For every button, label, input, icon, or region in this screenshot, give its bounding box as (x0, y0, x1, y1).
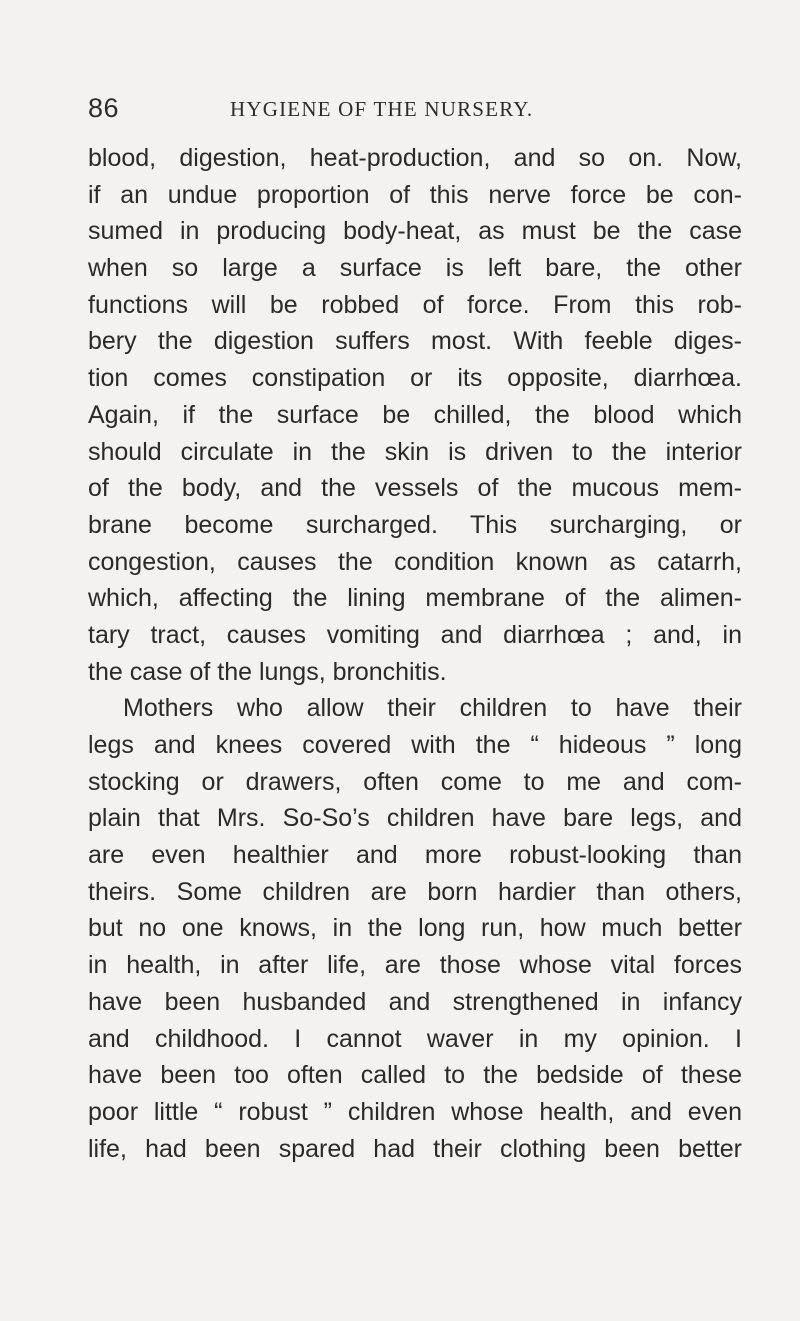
paragraph-start-line: Mothers who allow their children to have their (123, 694, 742, 723)
text-line: of the body, and the vessels of the mucous mem- (88, 474, 742, 503)
text-line: have been too often called to the bedside of these (88, 1061, 742, 1090)
body-text (88, 140, 742, 1167)
text-line: tion comes constipation or its opposite, diarrhœa. (88, 364, 742, 393)
text-line: functions will be robbed of force. From this rob- (88, 290, 742, 319)
text-line: brane become surcharged. This surcharging, or (88, 510, 742, 539)
text-line: when so large a surface is left bare, the other (88, 254, 742, 283)
text-line: have been husbanded and strengthened in infancy (88, 987, 742, 1016)
running-title: HYGIENE OF THE NURSERY. (230, 97, 534, 121)
text-line: and childhood. I cannot waver in my opinion. I (88, 1024, 742, 1053)
page-number: 86 (88, 93, 120, 123)
text-line: poor little “ robust ” children whose health, and even (88, 1097, 742, 1126)
text-line: but no one knows, in the long run, how much better (88, 914, 742, 943)
text-line: congestion, causes the condition known as catarrh, (88, 547, 742, 576)
text-line: stocking or drawers, often come to me and com- (88, 767, 742, 796)
text-line: tary tract, causes vomiting and diarrhœa ; and, in (88, 620, 742, 649)
text-line: which, affecting the lining membrane of the alimen- (88, 584, 742, 613)
text-line: the case of the lungs, bronchitis. (88, 657, 447, 686)
text-line: plain that Mrs. So-So’s children have bare legs, and (88, 804, 742, 833)
text-line: life, had been spared had their clothing been better (88, 1134, 742, 1163)
text-line: in health, in after life, are those whose vital forces (88, 951, 742, 980)
text-line: sumed in producing body-heat, as must be the case (88, 217, 742, 246)
text-line: legs and knees covered with the “ hideous ” long (88, 731, 742, 759)
text-line: blood, digestion, heat-production, and so on. Now, (88, 144, 742, 172)
text-line: Again, if the surface be chilled, the blood which (88, 400, 742, 429)
text-line: are even healthier and more robust-looking than (88, 841, 742, 870)
text-line: if an undue proportion of this nerve force be con- (88, 180, 742, 209)
text-line: theirs. Some children are born hardier than others, (88, 877, 742, 906)
text-line: bery the digestion suffers most. With feeble diges- (88, 327, 742, 356)
running-head (88, 93, 738, 133)
text-line: should circulate in the skin is driven to the interior (88, 437, 742, 466)
